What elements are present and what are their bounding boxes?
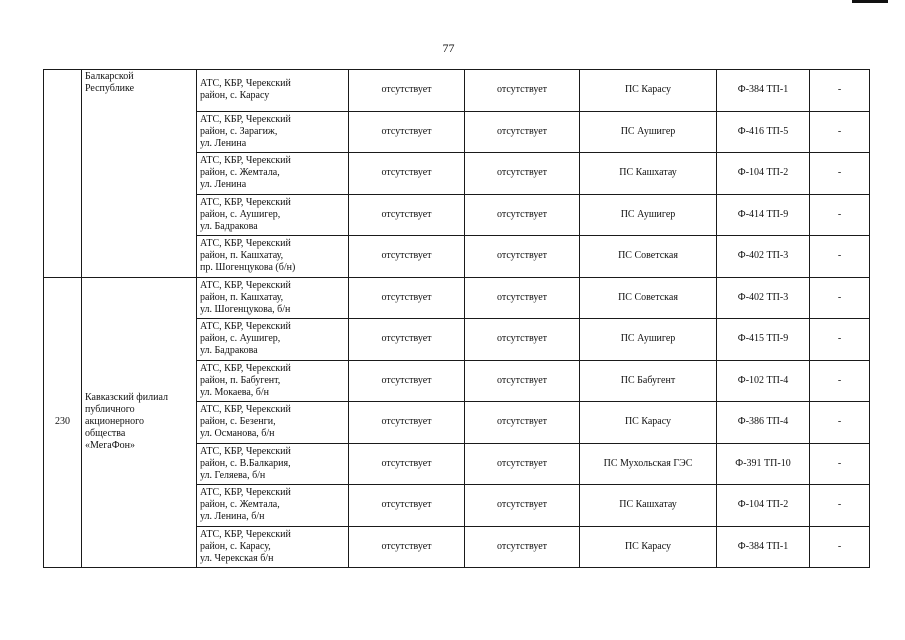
address-cell: АТС, КБР, Черекский район, с. Жемтала, ул. Ленина, б/н <box>197 485 349 527</box>
substation-cell: ПС Кашхатау <box>580 485 717 527</box>
address-cell: АТС, КБР, Черекский район, с. Зарагиж, ул. Ленина <box>197 111 349 153</box>
dash-cell: - <box>810 70 870 112</box>
status-cell: отсутствует <box>349 236 465 278</box>
feeder-cell: Ф-384 ТП-1 <box>717 70 810 112</box>
table-row <box>44 277 870 319</box>
status-cell: отсутствует <box>465 443 580 485</box>
row-number-cell <box>44 70 82 278</box>
dash-cell: - <box>810 402 870 444</box>
status-cell: отсутствует <box>349 402 465 444</box>
substation-cell: ПС Мухольская ГЭС <box>580 443 717 485</box>
dash-cell: - <box>810 443 870 485</box>
substation-cell: ПС Аушигер <box>580 319 717 361</box>
status-cell: отсутствует <box>349 153 465 195</box>
status-cell: отсутствует <box>465 277 580 319</box>
page-number: 77 <box>442 41 455 55</box>
status-cell: отсутствует <box>465 194 580 236</box>
substation-cell: ПС Аушигер <box>580 111 717 153</box>
status-cell: отсутствует <box>349 111 465 153</box>
substation-cell: ПС Кашхатау <box>580 153 717 195</box>
substation-cell: ПС Советская <box>580 236 717 278</box>
dash-cell: - <box>810 277 870 319</box>
status-cell: отсутствует <box>465 153 580 195</box>
status-cell: отсутствует <box>465 360 580 402</box>
status-cell: отсутствует <box>349 485 465 527</box>
feeder-cell: Ф-386 ТП-4 <box>717 402 810 444</box>
status-cell: отсутствует <box>465 70 580 112</box>
dash-cell: - <box>810 153 870 195</box>
dash-cell: - <box>810 485 870 527</box>
feeder-cell: Ф-416 ТП-5 <box>717 111 810 153</box>
dash-cell: - <box>810 319 870 361</box>
status-cell: отсутствует <box>349 194 465 236</box>
address-cell: АТС, КБР, Черекский район, с. Аушигер, ул. Бадракова <box>197 319 349 361</box>
status-cell: отсутствует <box>465 319 580 361</box>
address-cell: АТС, КБР, Черекский район, п. Бабугент, ул. Мокаева, б/н <box>197 360 349 402</box>
address-cell: АТС, КБР, Черекский район, с. Карасу, ул. Черекская б/н <box>197 526 349 568</box>
status-cell: отсутствует <box>349 277 465 319</box>
status-cell: отсутствует <box>349 70 465 112</box>
status-cell: отсутствует <box>465 111 580 153</box>
feeder-cell: Ф-384 ТП-1 <box>717 526 810 568</box>
substation-cell: ПС Карасу <box>580 526 717 568</box>
table-body <box>44 70 870 568</box>
substation-cell: ПС Советская <box>580 277 717 319</box>
feeder-cell: Ф-104 ТП-2 <box>717 153 810 195</box>
status-cell: отсутствует <box>349 526 465 568</box>
feeder-cell: Ф-102 ТП-4 <box>717 360 810 402</box>
status-cell: отсутствует <box>465 236 580 278</box>
substation-cell: ПС Бабугент <box>580 360 717 402</box>
status-cell: отсутствует <box>465 402 580 444</box>
status-cell: отсутствует <box>465 485 580 527</box>
row-number-cell: 230 <box>44 277 82 568</box>
dash-cell: - <box>810 111 870 153</box>
dash-cell: - <box>810 526 870 568</box>
address-cell: АТС, КБР, Черекский район, с. Карасу <box>197 70 349 112</box>
data-table <box>43 69 870 568</box>
substation-cell: ПС Карасу <box>580 402 717 444</box>
feeder-cell: Ф-415 ТП-9 <box>717 319 810 361</box>
dash-cell: - <box>810 360 870 402</box>
status-cell: отсутствует <box>349 360 465 402</box>
dash-cell: - <box>810 194 870 236</box>
address-cell: АТС, КБР, Черекский район, с. Жемтала, ул. Ленина <box>197 153 349 195</box>
substation-cell: ПС Карасу <box>580 70 717 112</box>
status-cell: отсутствует <box>465 526 580 568</box>
status-cell: отсутствует <box>349 319 465 361</box>
feeder-cell: Ф-414 ТП-9 <box>717 194 810 236</box>
feeder-cell: Ф-104 ТП-2 <box>717 485 810 527</box>
address-cell: АТС, КБР, Черекский район, с. Аушигер, ул. Бадракова <box>197 194 349 236</box>
organization-cell: Кавказский филиал публичного акционерного общества «МегаФон» <box>82 277 197 568</box>
feeder-cell: Ф-402 ТП-3 <box>717 236 810 278</box>
feeder-cell: Ф-402 ТП-3 <box>717 277 810 319</box>
address-cell: АТС, КБР, Черекский район, с. В.Балкария, ул. Геляева, б/н <box>197 443 349 485</box>
feeder-cell: Ф-391 ТП-10 <box>717 443 810 485</box>
address-cell: АТС, КБР, Черекский район, п. Кашхатау, пр. Шогенцукова (б/н) <box>197 236 349 278</box>
corner-mark <box>852 0 888 3</box>
status-cell: отсутствует <box>349 443 465 485</box>
dash-cell: - <box>810 236 870 278</box>
organization-cell: Балкарской Республике <box>82 70 197 278</box>
address-cell: АТС, КБР, Черекский район, п. Кашхатау, ул. Шогенцукова, б/н <box>197 277 349 319</box>
table-row <box>44 70 870 112</box>
substation-cell: ПС Аушигер <box>580 194 717 236</box>
address-cell: АТС, КБР, Черекский район, с. Безенги, ул. Османова, б/н <box>197 402 349 444</box>
